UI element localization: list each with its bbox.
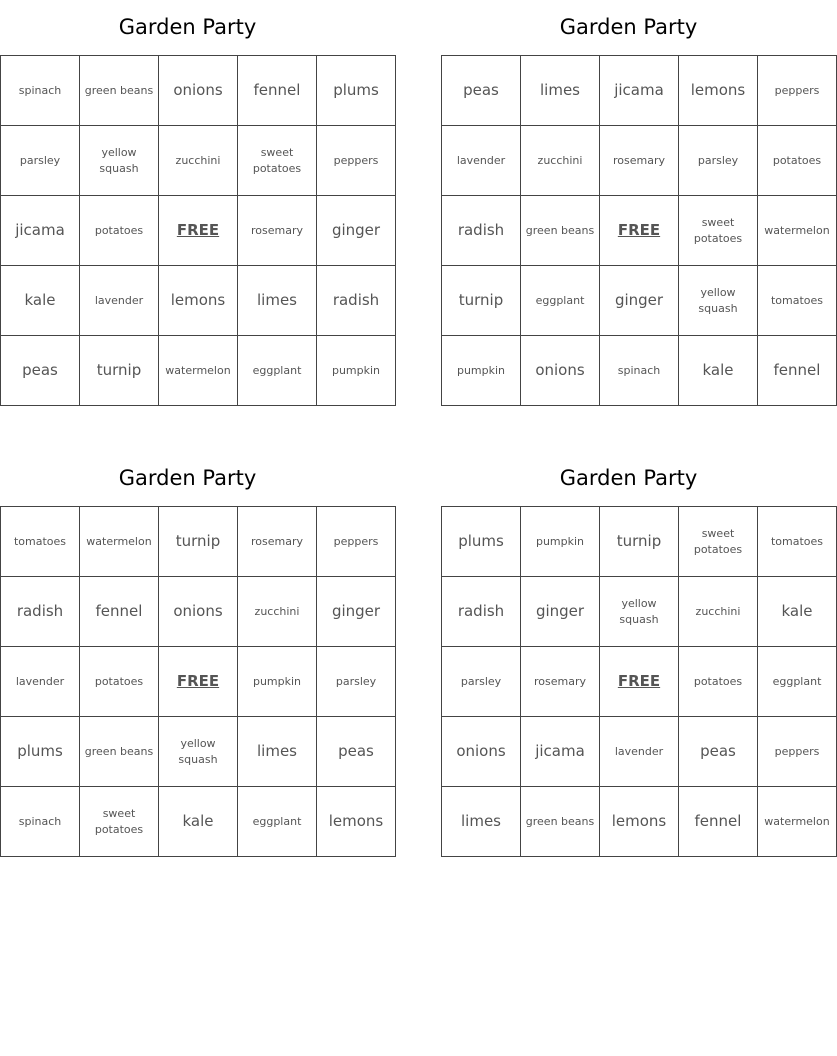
grid-cell: ginger [317,577,396,647]
grid-cell: radish [317,266,396,336]
grid-cell: plums [442,507,521,577]
grid-cell: yellow squash [80,126,159,196]
grid-cell: tomatoes [758,266,837,336]
grid-row [442,647,837,717]
grid-row [1,196,396,266]
grid-cell: kale [159,787,238,857]
free-space-cell: FREE [600,647,679,717]
grid-cell: peppers [317,507,396,577]
bingo-grid [0,55,396,406]
grid-cell: rosemary [238,507,317,577]
grid-cell: peas [679,717,758,787]
grid-cell: limes [442,787,521,857]
grid-cell: tomatoes [1,507,80,577]
grid-cell: parsley [1,126,80,196]
grid-row [1,126,396,196]
grid-cell: watermelon [159,336,238,406]
grid-cell: yellow squash [679,266,758,336]
grid-row [1,507,396,577]
grid-cell: fennel [758,336,837,406]
bingo-card-4 [441,451,830,857]
grid-cell: peppers [758,56,837,126]
grid-cell: peppers [758,717,837,787]
grid-cell: rosemary [600,126,679,196]
grid-cell: spinach [1,56,80,126]
grid-cell: eggplant [238,787,317,857]
grid-row [1,647,396,717]
grid-row [442,56,837,126]
grid-cell: onions [521,336,600,406]
grid-cell: lavender [80,266,159,336]
grid-cell: radish [442,577,521,647]
grid-cell: sweet potatoes [238,126,317,196]
grid-cell: lavender [442,126,521,196]
free-space-cell: FREE [159,196,238,266]
grid-cell: lavender [600,717,679,787]
grid-cell: sweet potatoes [679,507,758,577]
grid-cell: jicama [600,56,679,126]
grid-cell: potatoes [679,647,758,717]
grid-cell: lavender [1,647,80,717]
grid-cell: ginger [521,577,600,647]
grid-cell: turnip [442,266,521,336]
grid-cell: turnip [600,507,679,577]
grid-row [442,196,837,266]
grid-cell: onions [442,717,521,787]
card-title: Garden Party [559,466,698,490]
grid-row [442,787,837,857]
grid-cell: pumpkin [442,336,521,406]
grid-row [1,336,396,406]
grid-cell: lemons [159,266,238,336]
grid-cell: ginger [600,266,679,336]
grid-cell: yellow squash [159,717,238,787]
grid-cell: kale [758,577,837,647]
grid-cell: plums [317,56,396,126]
grid-cell: peas [1,336,80,406]
grid-cell: rosemary [521,647,600,717]
card-title: Garden Party [118,15,257,39]
grid-row [1,56,396,126]
bingo-grid [441,55,837,406]
grid-cell: green beans [80,717,159,787]
grid-row [442,336,837,406]
grid-row [442,507,837,577]
grid-cell: turnip [159,507,238,577]
grid-row [442,126,837,196]
grid-cell: kale [679,336,758,406]
bingo-grid [441,506,837,857]
grid-cell: pumpkin [317,336,396,406]
grid-cell: radish [1,577,80,647]
grid-cell: peppers [317,126,396,196]
grid-cell: fennel [80,577,159,647]
grid-cell: green beans [521,196,600,266]
grid-cell: radish [442,196,521,266]
bingo-card-2 [441,0,830,406]
grid-cell: zucchini [238,577,317,647]
grid-cell: spinach [1,787,80,857]
bingo-grid [0,506,396,857]
grid-cell: turnip [80,336,159,406]
grid-cell: eggplant [238,336,317,406]
grid-cell: onions [159,56,238,126]
grid-cell: lemons [679,56,758,126]
grid-cell: potatoes [80,196,159,266]
grid-cell: sweet potatoes [80,787,159,857]
grid-cell: lemons [600,787,679,857]
grid-row [1,577,396,647]
card-title: Garden Party [559,15,698,39]
grid-cell: yellow squash [600,577,679,647]
free-space-cell: FREE [159,647,238,717]
grid-cell: potatoes [758,126,837,196]
grid-cell: fennel [238,56,317,126]
free-space-cell: FREE [600,196,679,266]
grid-cell: watermelon [758,196,837,266]
grid-cell: fennel [679,787,758,857]
grid-cell: parsley [679,126,758,196]
grid-cell: limes [521,56,600,126]
grid-cell: jicama [1,196,80,266]
grid-cell: limes [238,266,317,336]
grid-cell: potatoes [80,647,159,717]
bingo-card-3 [0,451,384,857]
grid-row [1,266,396,336]
grid-cell: plums [1,717,80,787]
grid-cell: zucchini [521,126,600,196]
grid-cell: rosemary [238,196,317,266]
grid-cell: pumpkin [521,507,600,577]
grid-cell: peas [317,717,396,787]
grid-cell: eggplant [521,266,600,336]
grid-cell: watermelon [80,507,159,577]
grid-cell: sweet potatoes [679,196,758,266]
grid-cell: lemons [317,787,396,857]
bingo-card-1 [0,0,381,406]
grid-cell: pumpkin [238,647,317,717]
grid-cell: jicama [521,717,600,787]
grid-cell: onions [159,577,238,647]
grid-row [442,577,837,647]
grid-row [1,717,396,787]
grid-cell: limes [238,717,317,787]
grid-cell: ginger [317,196,396,266]
grid-cell: green beans [80,56,159,126]
grid-row [1,787,396,857]
grid-cell: zucchini [159,126,238,196]
grid-cell: kale [1,266,80,336]
grid-cell: zucchini [679,577,758,647]
grid-cell: eggplant [758,647,837,717]
grid-cell: watermelon [758,787,837,857]
grid-cell: green beans [521,787,600,857]
grid-cell: peas [442,56,521,126]
card-title: Garden Party [118,466,257,490]
grid-cell: tomatoes [758,507,837,577]
grid-row [442,266,837,336]
grid-cell: spinach [600,336,679,406]
grid-row [442,717,837,787]
grid-cell: parsley [442,647,521,717]
grid-cell: parsley [317,647,396,717]
